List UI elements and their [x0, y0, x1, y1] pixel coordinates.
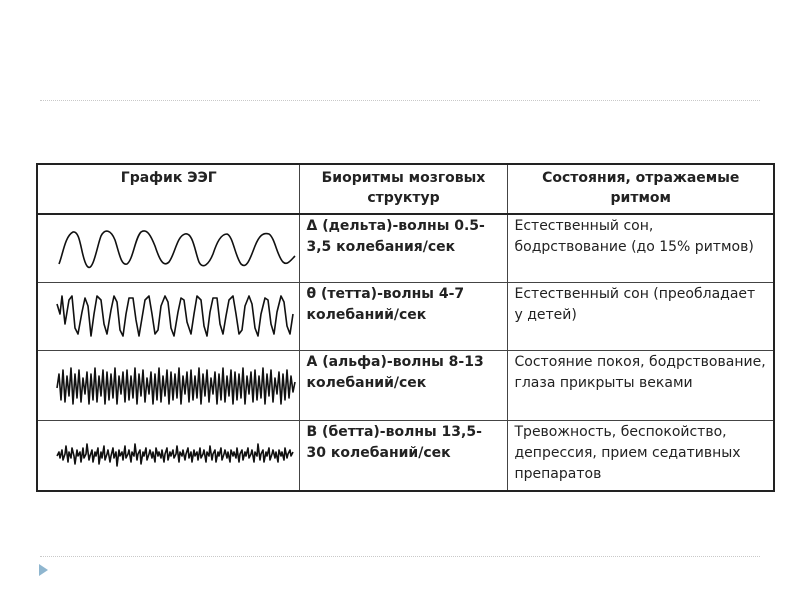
delta-wave-graph — [45, 216, 305, 282]
eeg-graph-cell — [37, 421, 299, 491]
top-divider — [40, 100, 760, 101]
rhythm-cell: А (альфа)-волны 8-13 колебаний/сек — [299, 351, 507, 421]
delta-wave-trace — [59, 231, 295, 267]
header-eeg-graph: График ЭЭГ — [37, 164, 299, 214]
theta-wave-trace — [57, 296, 293, 336]
bottom-divider — [40, 556, 760, 557]
alpha-wave-trace — [57, 368, 295, 404]
table-header-row — [37, 164, 774, 214]
state-cell: Тревожность, беспокойство, депрессия, прием седативных препаратов — [507, 421, 774, 491]
eeg-graph-cell — [37, 283, 299, 351]
rhythm-cell: θ (тетта)-волны 4-7 колебаний/сек — [299, 283, 507, 351]
table-row — [37, 214, 774, 283]
table-row — [37, 421, 774, 491]
eeg-graph-cell — [37, 351, 299, 421]
alpha-wave-graph — [45, 352, 305, 418]
rhythm-cell: В (бетта)-волны 13,5-30 колебаний/сек — [299, 421, 507, 491]
header-biorhythms: Биоритмы мозговых структур — [299, 164, 507, 214]
header-states: Состояния, отражаемые ритмом — [507, 164, 774, 214]
triangle-bullet-icon — [39, 564, 48, 576]
eeg-rhythm-table — [36, 163, 775, 492]
state-cell: Состояние покоя, бодрствование, глаза прикрыты веками — [507, 351, 774, 421]
table-row — [37, 351, 774, 421]
table-row — [37, 283, 774, 351]
state-cell: Естественный сон (преобладает у детей) — [507, 283, 774, 351]
beta-wave-graph — [45, 422, 305, 488]
theta-wave-graph — [45, 284, 305, 350]
state-cell: Естественный сон, бодрствование (до 15% ритмов) — [507, 214, 774, 283]
rhythm-cell: Δ (дельта)-волны 0.5-3,5 колебания/сек — [299, 214, 507, 283]
beta-wave-trace — [57, 444, 293, 466]
eeg-graph-cell — [37, 214, 299, 283]
